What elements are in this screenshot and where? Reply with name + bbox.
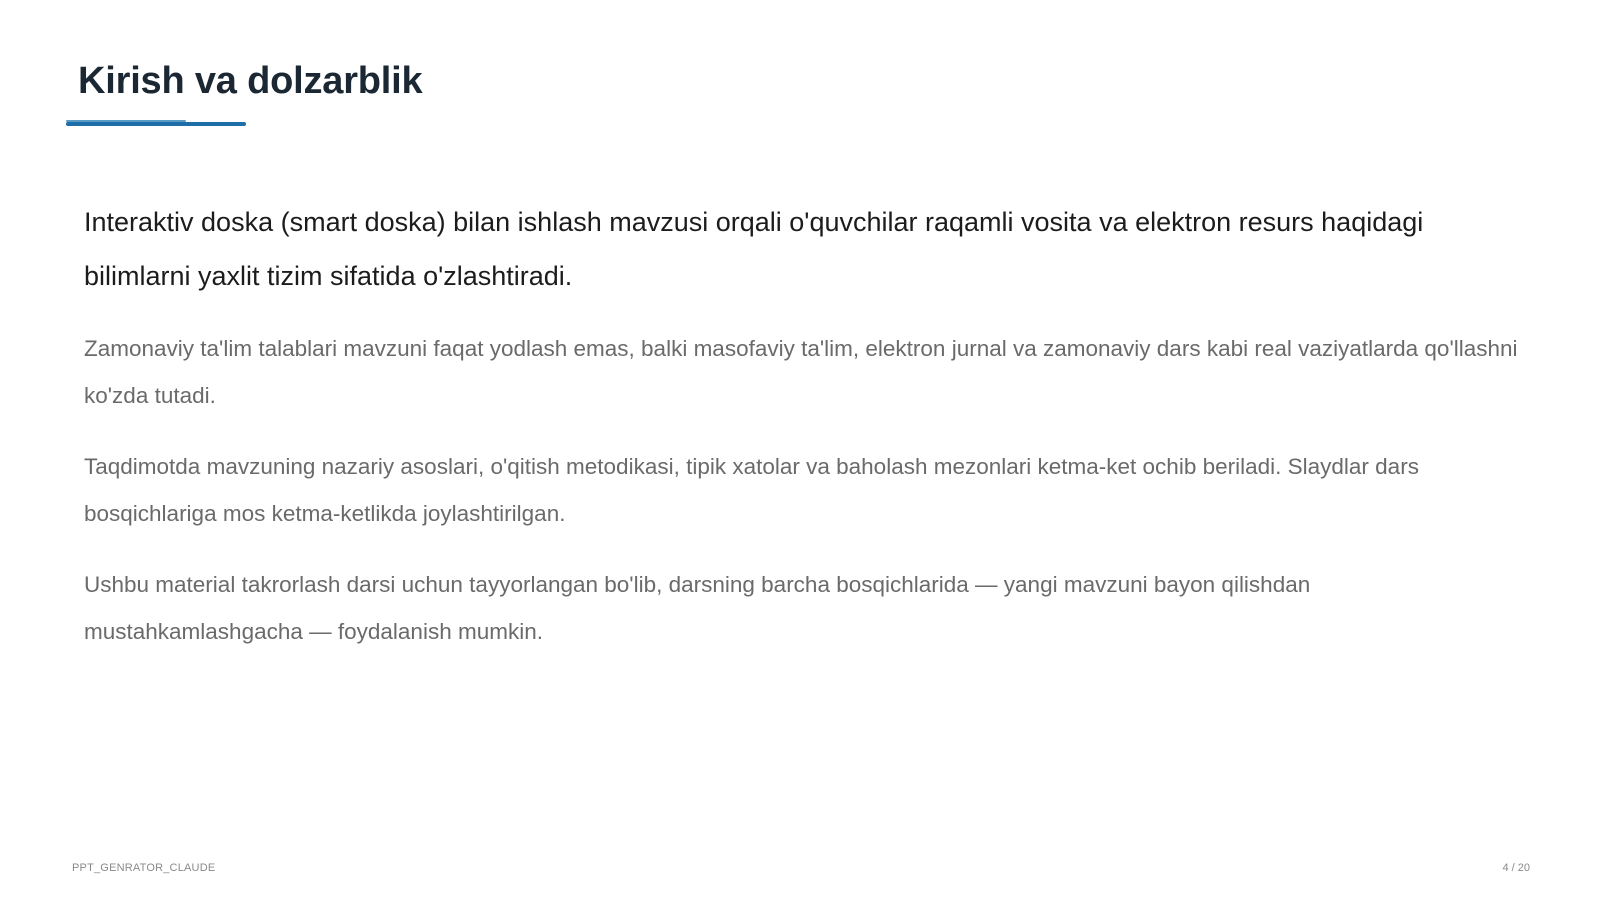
body-paragraph: Zamonaviy ta'lim talablari mavzuni faqat yodlash emas, balki masofaviy ta'lim, elektron jurnal va zamonaviy dars kabi real vaziyatlarda qo'llashni ko'zda tutadi. xyxy=(84,336,1518,408)
body-paragraph: Taqdimotda mavzuning nazariy asoslari, o'qitish metodikasi, tipik xatolar va baholash mezonlari ketma-ket ochib beriladi. Slaydlar dars bosqichlariga mos ketma-ketlikda joylashtirilgan. xyxy=(84,454,1419,526)
footer-brand: PPT_GENRATOR_CLAUDE xyxy=(72,862,216,874)
title-underline xyxy=(66,122,246,126)
lead-paragraph: Interaktiv doska (smart doska) bilan ishlash mavzusi orqali o'quvchilar raqamli vosita va elektron resurs haqidagi bilimlarni yaxlit tizim sifatida o'zlashtiradi. xyxy=(84,207,1424,291)
page-indicator: 4 / 20 xyxy=(1502,862,1530,874)
title-underline-accent xyxy=(66,120,186,122)
slide-content xyxy=(84,195,1524,679)
body-paragraph: Ushbu material takrorlash darsi uchun tayyorlangan bo'lib, darsning barcha bosqichlarida — yangi mavzuni bayon qilishdan mustahkamlashgacha — foydalanish mumkin. xyxy=(84,572,1311,644)
slide-title: Kirish va dolzarblik xyxy=(78,60,423,102)
